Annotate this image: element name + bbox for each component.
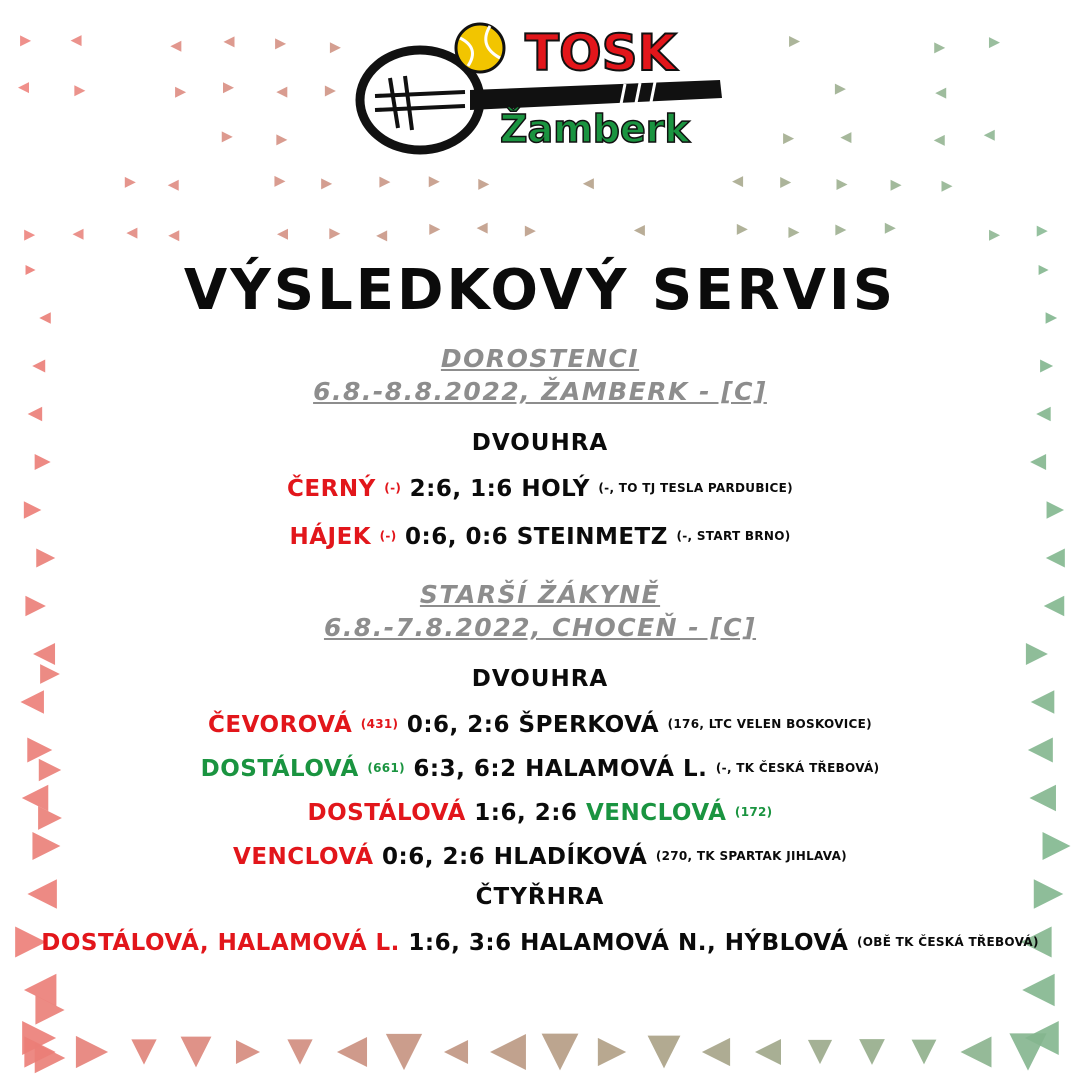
home-player-ranking: (431) [360, 717, 399, 731]
decorative-triangle [961, 1037, 992, 1068]
opponent-player: STEINMETZ [516, 524, 668, 550]
decorative-triangle [330, 42, 341, 53]
decorative-triangle [20, 35, 31, 46]
opponent-details: (172) [734, 805, 773, 819]
home-player: DOSTÁLOVÁ [200, 756, 359, 782]
decorative-triangle [131, 1039, 156, 1064]
decorative-triangle [634, 225, 645, 236]
decorative-triangle [223, 82, 234, 93]
racket-strings-icon [375, 76, 465, 130]
decorative-triangle [934, 42, 945, 53]
match-type-label: ČTYŘHRA [475, 884, 605, 910]
decorative-triangle [598, 1038, 626, 1066]
decorative-triangle [277, 229, 288, 240]
opponent-player: HALAMOVÁ L. [525, 756, 708, 782]
match-score: 0:6, 2:6 [382, 844, 486, 870]
decorative-triangle [935, 88, 946, 99]
section-event: 6.8.-7.8.2022, CHOCEŇ - [C] [323, 613, 757, 642]
home-player: VENCLOVÁ [233, 844, 374, 870]
decorative-triangle [276, 87, 287, 98]
decorative-triangle [912, 1040, 937, 1065]
decorative-triangle [789, 36, 800, 47]
decorative-triangle [376, 230, 387, 241]
opponent-player: VENCLOVÁ [585, 800, 727, 826]
decorative-triangle [984, 130, 995, 141]
decorative-triangle [275, 38, 286, 49]
match-score: 2:6, 1:6 [409, 476, 513, 502]
match-type-label: DVOUHRA [471, 666, 609, 692]
match-score: 1:6, 2:6 [474, 800, 578, 826]
decorative-triangle [71, 35, 82, 46]
opponent-details: (-, TO TJ TESLA PARDUBICE) [598, 481, 793, 495]
decorative-triangle [181, 1037, 212, 1068]
decorative-triangle [274, 176, 285, 187]
match-row [0, 524, 1080, 550]
decorative-triangle [648, 1036, 681, 1069]
decorative-triangle [755, 1039, 781, 1065]
opponent-details: (270, TK SPARTAK JIHLAVA) [655, 849, 847, 863]
home-player: HÁJEK [289, 524, 372, 550]
decorative-triangle [478, 179, 489, 190]
tennis-ball-icon [456, 24, 504, 72]
home-player: DOSTÁLOVÁ [307, 800, 466, 826]
decorative-triangle [989, 230, 1000, 241]
decorative-triangle [702, 1038, 730, 1066]
decorative-triangle [934, 135, 945, 146]
opponent-details: (-, START BRNO) [676, 529, 791, 543]
decorative-triangle [429, 224, 440, 235]
decorative-triangle [321, 178, 332, 189]
decorative-triangle [329, 228, 340, 239]
match-score: 1:6, 3:6 [408, 930, 512, 956]
match-row [0, 712, 1080, 738]
home-player-ranking: (661) [367, 761, 405, 775]
results-list [0, 342, 1080, 956]
decorative-triangle [73, 229, 84, 240]
home-player: DOSTÁLOVÁ, HALAMOVÁ L. [41, 930, 400, 956]
page-title: VÝSLEDKOVÝ SERVIS [183, 258, 897, 323]
decorative-triangle [386, 1034, 422, 1070]
decorative-triangle [780, 177, 791, 188]
match-score: 6:3, 6:2 [413, 756, 517, 782]
decorative-triangle [837, 179, 848, 190]
decorative-triangle [126, 228, 137, 239]
opponent-player: ŠPERKOVÁ [518, 712, 660, 738]
decorative-triangle [223, 36, 234, 47]
decorative-triangle [835, 225, 846, 236]
decorative-triangle [732, 176, 743, 187]
decorative-triangle [236, 1040, 260, 1064]
decorative-triangle [885, 223, 896, 234]
home-player-ranking: (-) [384, 481, 402, 495]
opponent-player: HOLÝ [521, 476, 590, 502]
match-type-label: DVOUHRA [471, 430, 609, 456]
section-event: 6.8.-8.8.2022, ŽAMBERK - [C] [313, 377, 767, 406]
decorative-triangle [287, 1039, 312, 1064]
racket-handle-icon [470, 80, 722, 110]
logo-text-tosk: TOSK [525, 24, 677, 82]
decorative-triangle [1037, 226, 1048, 237]
decorative-triangle [788, 227, 799, 238]
home-player-ranking: (-) [379, 529, 397, 543]
decorative-triangle [835, 84, 846, 95]
opponent-details: (176, LTC VELEN BOSKOVICE) [667, 717, 872, 731]
decorative-triangle [222, 131, 233, 142]
match-row [0, 476, 1080, 502]
decorative-triangle [1022, 974, 1054, 1006]
decorative-triangle [168, 180, 179, 191]
decorative-triangle [737, 224, 748, 235]
decorative-triangle [337, 1037, 367, 1067]
decorative-triangle [325, 85, 336, 96]
decorative-triangle [76, 1036, 108, 1068]
match-row [0, 800, 1080, 826]
section-category: STARŠÍ ŽÁKYNĚ [419, 580, 661, 609]
decorative-triangle [490, 1034, 526, 1070]
decorative-triangle [477, 223, 488, 234]
home-player: ČEVOROVÁ [208, 712, 353, 738]
decorative-triangle [74, 85, 85, 96]
decorative-triangle [808, 1040, 832, 1064]
section-category: DOROSTENCI [440, 344, 640, 373]
decorative-triangle [859, 1039, 885, 1065]
decorative-triangle [941, 181, 952, 192]
decorative-triangle [24, 230, 35, 241]
decorative-triangle [125, 177, 136, 188]
decorative-triangle [1009, 1033, 1046, 1070]
opponent-details: (-, TK ČESKÁ TŘEBOVÁ) [715, 761, 880, 775]
tosk-zamberk-logo [350, 18, 730, 158]
decorative-triangle [168, 230, 179, 241]
decorative-triangle [170, 41, 181, 52]
opponent-player: HALAMOVÁ N., HÝBLOVÁ [520, 930, 849, 956]
decorative-triangle [989, 37, 1000, 48]
logo-text-zamberk: Žamberk [500, 107, 690, 151]
decorative-triangle [175, 87, 186, 98]
decorative-triangle [525, 226, 536, 237]
match-score: 0:6, 0:6 [405, 524, 509, 550]
match-score: 0:6, 2:6 [406, 712, 510, 738]
decorative-triangle [783, 133, 794, 144]
match-row [0, 930, 1080, 956]
decorative-triangle [18, 82, 29, 93]
opponent-details: (OBĚ TK ČESKÁ TŘEBOVÁ) [856, 935, 1039, 949]
match-row [0, 756, 1080, 782]
match-row [0, 844, 1080, 870]
decorative-triangle [891, 180, 902, 191]
decorative-triangle [583, 178, 594, 189]
opponent-player: HLADÍKOVÁ [493, 844, 648, 870]
decorative-triangle [840, 132, 851, 143]
decorative-triangle [444, 1040, 468, 1064]
decorative-triangle [429, 176, 440, 187]
decorative-triangle [276, 134, 287, 145]
decorative-triangle [379, 177, 390, 188]
decorative-triangle [542, 1034, 579, 1071]
home-player: ČERNÝ [287, 476, 376, 502]
